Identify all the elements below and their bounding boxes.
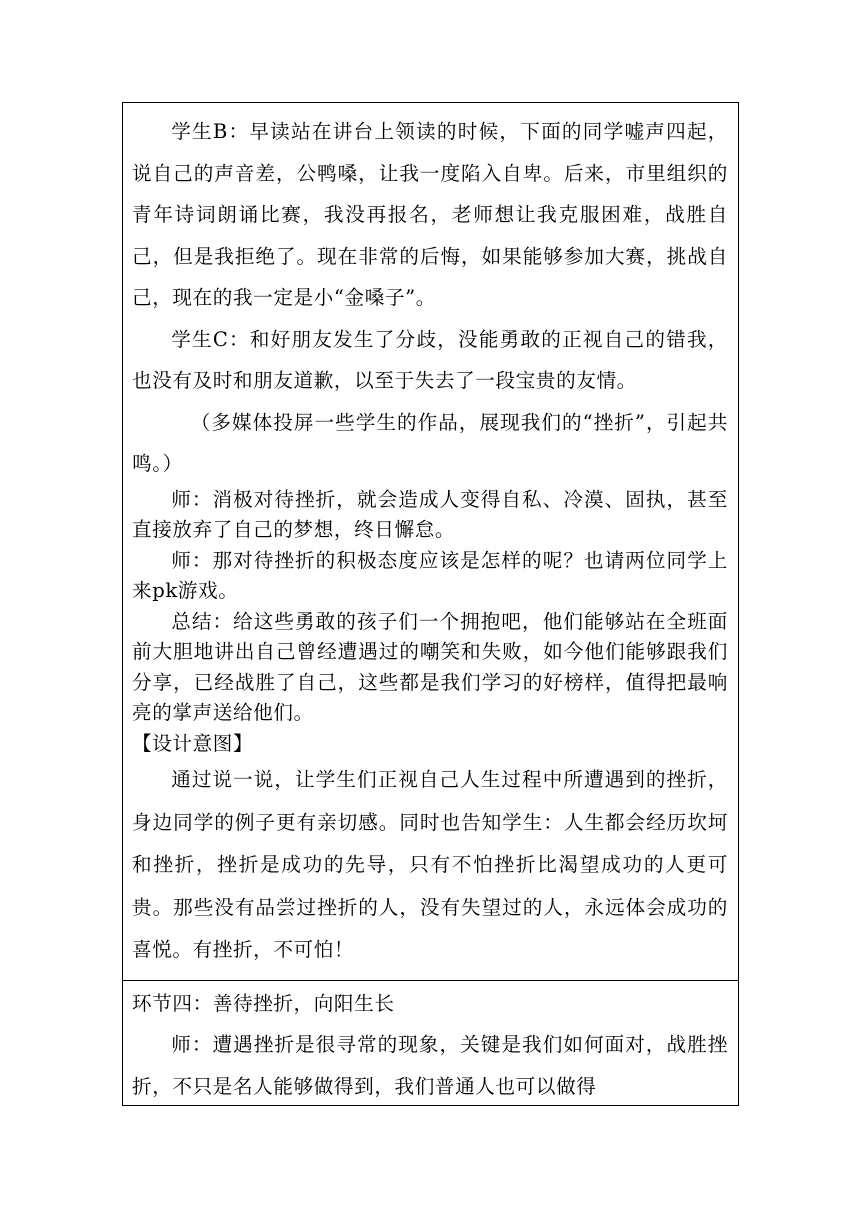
- table-cell-activity: [123, 103, 738, 981]
- summary-paragraph: 总结：给这些勇敢的孩子们一个拥抱吧，他们能够站在全班面前大胆地讲出自己曾经遭遇过的嘲笑和失败，如今他们能够跟我们分享，已经战胜了自己，这些都是我们学习的好榜样，值得把最响亮的掌声送给他们。: [132, 609, 728, 724]
- teacher-paragraph-3: 师：遭遇挫折是很寻常的现象，关键是我们如何面对，战胜挫折，不只是名人能够做得到，我们普通人也可以做得: [132, 1032, 728, 1098]
- teacher-paragraph-1: 师：消极对待挫折，就会造成人变得自私、冷漠、固执，甚至直接放弃了自己的梦想，终日懈怠。: [132, 487, 728, 541]
- design-intent-paragraph: 通过说一说，让学生们正视自己人生过程中所遭遇到的挫折，身边同学的例子更有亲切感。同时也告知学生：人生都会经历坎坷和挫折，挫折是成功的先导，只有不怕挫折比渴望成功的人更可贵。那些没有品尝过挫折的人，没有失望过的人，永远体会成功的喜悦。有挫折，不可怕！: [132, 768, 728, 961]
- student-c-paragraph: 学生C：和好朋友发生了分歧，没能勇敢的正视自己的错我，也没有及时和朋友道歉，以至于失去了一段宝贵的友情。: [132, 327, 728, 392]
- design-intent-heading: 【设计意图】: [132, 731, 254, 755]
- lesson-plan-table: [122, 102, 739, 1106]
- section-four-title: 环节四：善待挫折，向阳生长: [132, 991, 395, 1015]
- teacher-paragraph-2: 师：那对待挫折的积极态度应该是怎样的呢？也请两位同学上来pk游戏。: [132, 548, 728, 602]
- student-b-paragraph: 学生B：早读站在讲台上领读的时候，下面的同学嘘声四起，说自己的声音差，公鸭嗓，让我一度陷入自卑。后来，市里组织的青年诗词朗诵比赛，我没再报名，老师想让我克服困难，战胜自己，但是我拒绝了。现在非常的后悔，如果能够参加大赛，挑战自己，现在的我一定是小“金嗓子”。: [132, 120, 728, 309]
- multimedia-paragraph: （多媒体投屏一些学生的作品，展现我们的“挫折”，引起共鸣。）: [132, 410, 728, 475]
- table-cell-section-four: [123, 981, 738, 1105]
